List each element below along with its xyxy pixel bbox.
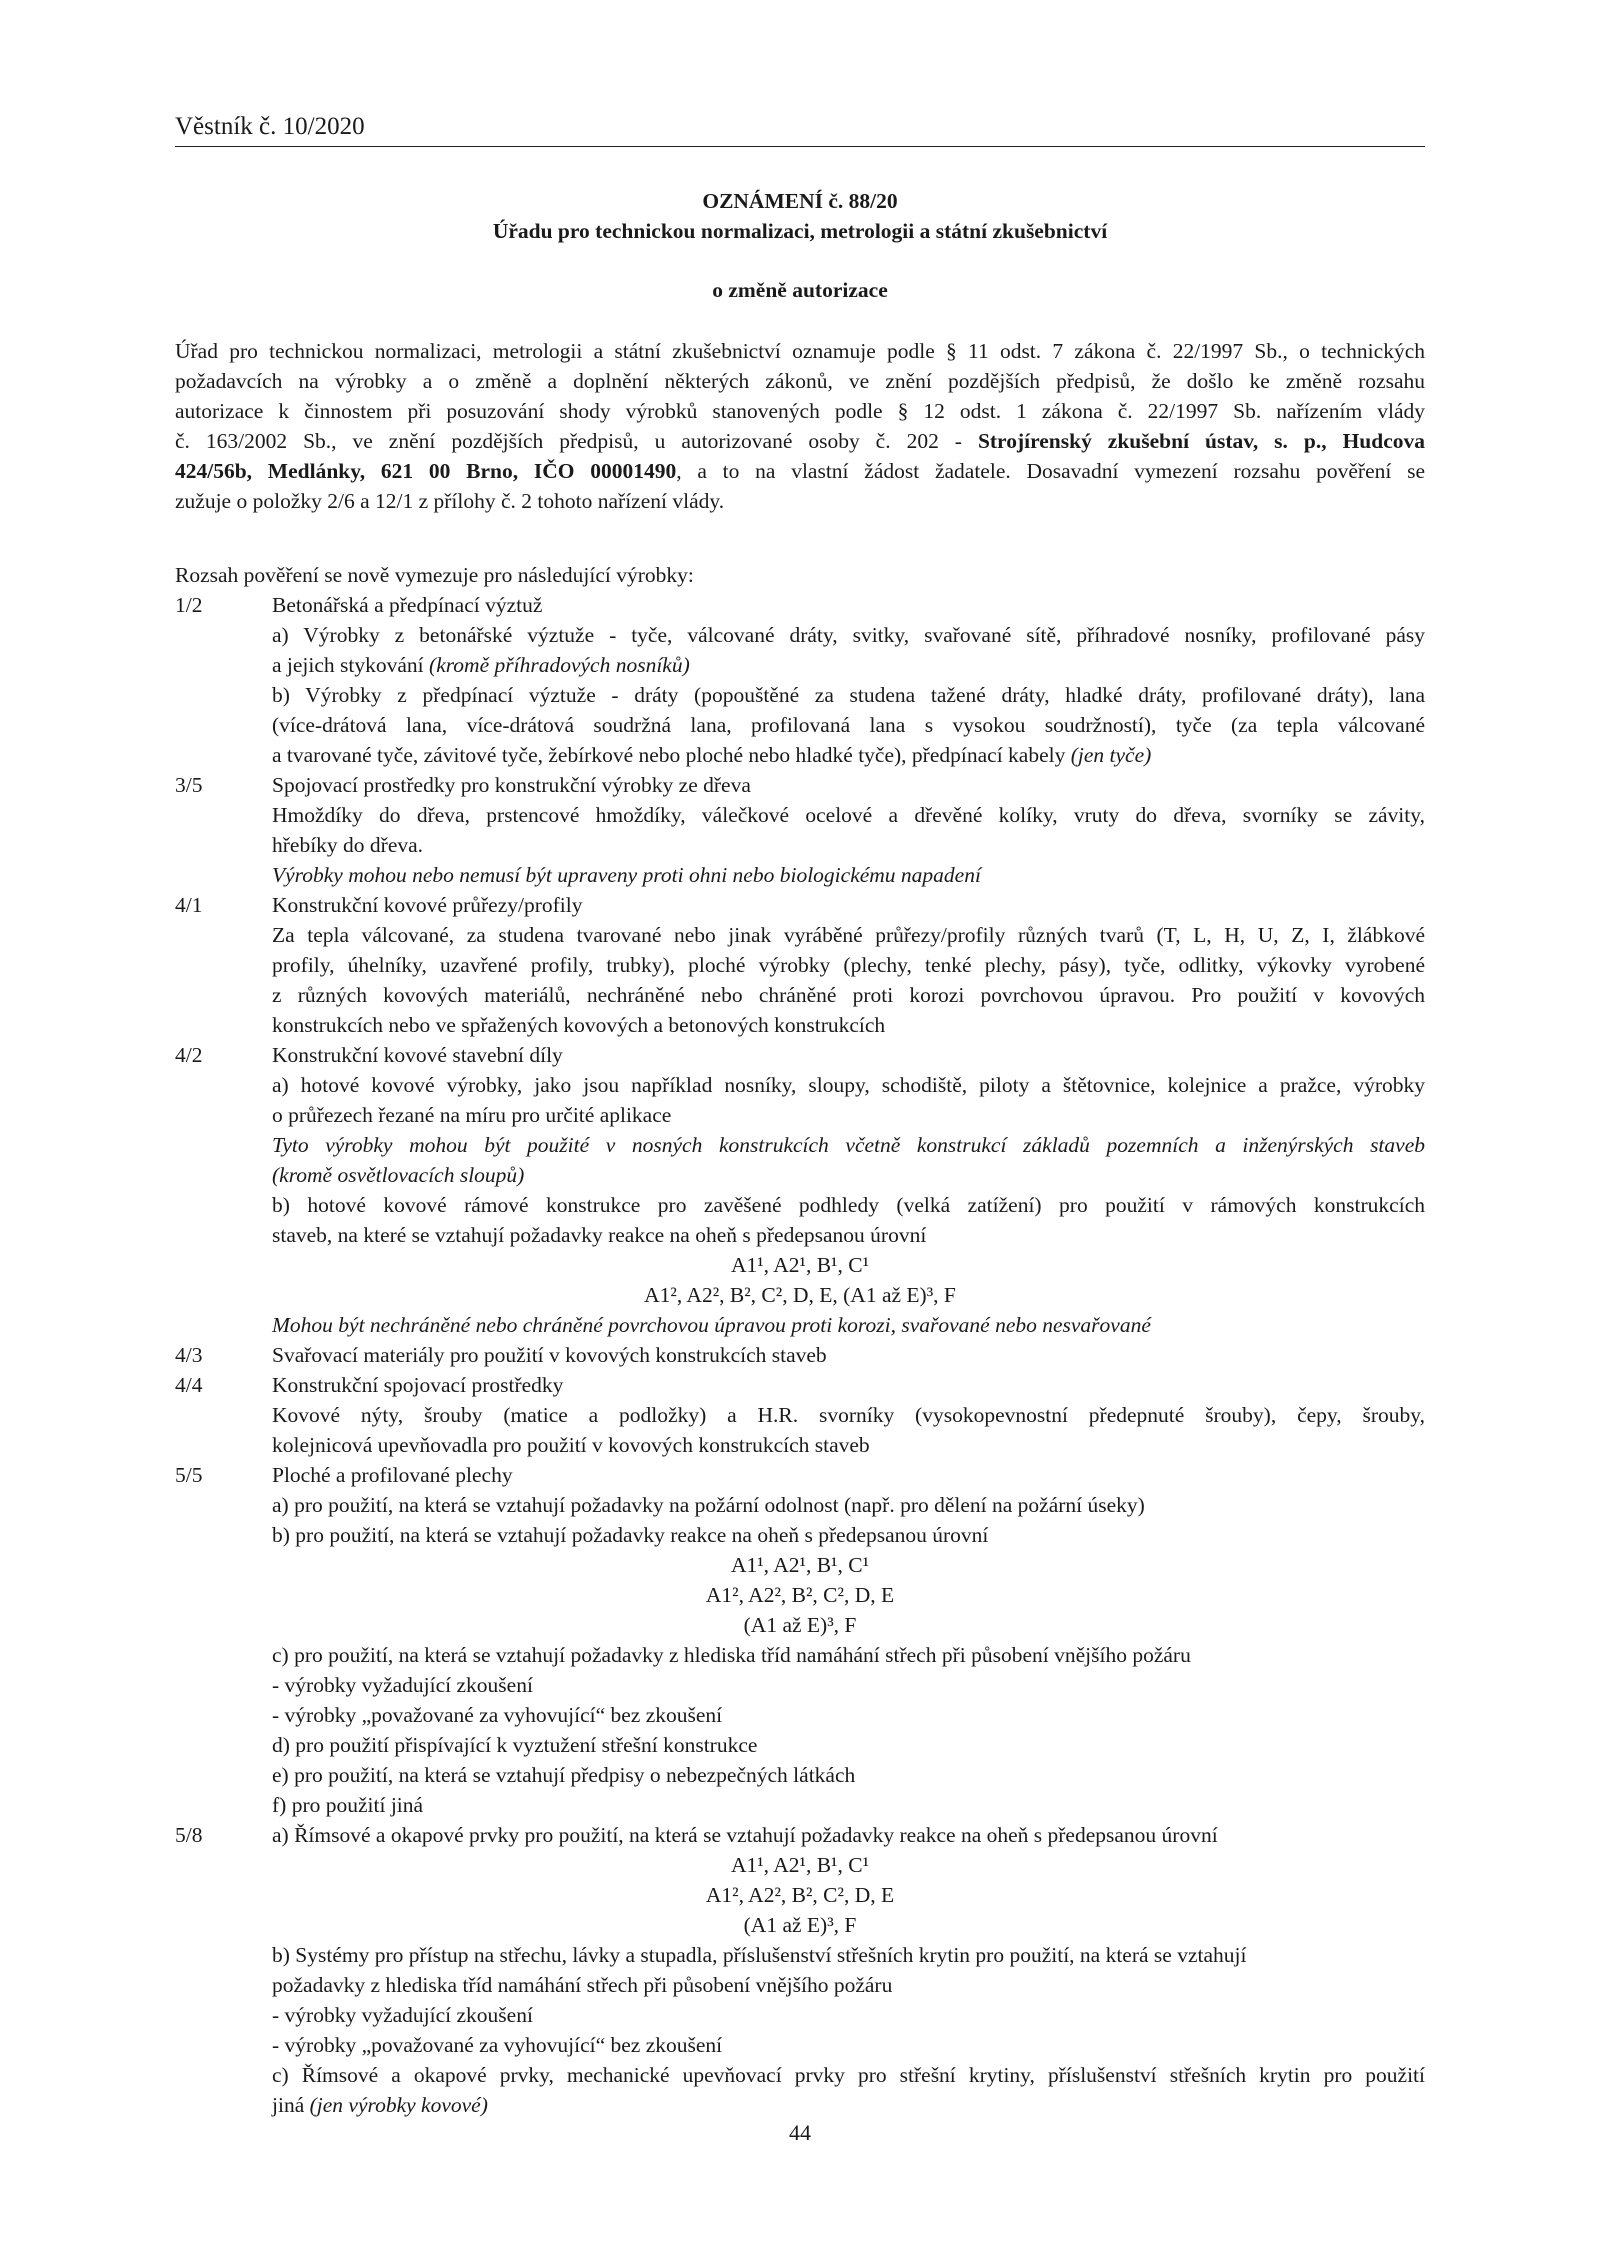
item-note: (kromě příhradových nosníků) [429, 653, 690, 677]
item-line: d) pro použití přispívající k vyztužení střešní konstrukce [272, 1733, 758, 1757]
class-list: A1¹, A2¹, B¹, C¹ [730, 1553, 870, 1577]
page-number: 44 [789, 2120, 811, 2145]
item-number: 4/1 [175, 893, 203, 917]
item-line: profily, úhelníky, uzavřené profily, trubky), ploché výrobky (plechy, tenké plechy, pásy), tyče, odlitky, výkovky vyrobené [272, 953, 1425, 977]
intro-paragraph [175, 336, 1425, 516]
item-line: c) pro použití, na která se vztahují požadavky z hlediska tříd namáhání střech při působení vnějšího požáru [272, 1643, 1191, 1667]
item-line [272, 740, 1151, 770]
item-line: c) Římsové a okapové prvky, mechanické upevňovací prvky pro střešní krytiny, příslušenství střešních krytin pro použití [272, 2063, 1425, 2087]
item-line: a) Římsové a okapové prvky pro použití, na která se vztahují požadavky reakce na oheň s předepsanou úrovní [272, 1823, 1218, 1847]
announcement-issuer: Úřadu pro technickou normalizaci, metrologii a státní zkušebnictví [492, 219, 1108, 243]
item-line: o průřezech řezané na míru pro určité aplikace [272, 1103, 672, 1127]
class-list: A1¹, A2¹, B¹, C¹ [730, 1253, 870, 1277]
running-head: Věstník č. 10/2020 [175, 113, 365, 140]
item-line: a) Výrobky z betonářské výztuže - tyče, válcované dráty, svitky, svařované sítě, příhradové nosníky, profilované pásy [272, 623, 1425, 647]
item-line: e) pro použití, na která se vztahují předpisy o nebezpečných látkách [272, 1763, 856, 1787]
announcement-subject: o změně autorizace [712, 278, 888, 302]
intro-text: , a to na vlastní žádost žadatele. Dosavadní vymezení rozsahu pověření se [676, 459, 1425, 483]
item-line: a) pro použití, na která se vztahují požadavky na požární odolnost (např. pro dělení na požární úseky) [272, 1493, 1145, 1517]
intro-line: požadavcích na výrobky a o změně a doplnění některých zákonů, ve znění pozdějších předpisů, že došlo ke změně rozsahu [175, 369, 1425, 393]
item-dash-line: - výrobky „považované za vyhovující“ bez zkoušení [272, 1703, 723, 1727]
item-number: 4/2 [175, 1043, 203, 1067]
item-number: 3/5 [175, 773, 203, 797]
intro-line [175, 456, 1425, 486]
item-number: 5/8 [175, 1823, 203, 1847]
class-list: A1¹, A2¹, B¹, C¹ [730, 1853, 870, 1877]
item-line: b) hotové kovové rámové konstrukce pro zavěšené podhledy (velká zatížení) pro použití v rámových konstrukcích [272, 1193, 1425, 1217]
item-number: 5/5 [175, 1463, 203, 1487]
item-line [272, 650, 690, 680]
class-list: A1², A2², B², C², D, E [705, 1883, 895, 1907]
item-line [272, 2090, 488, 2120]
class-list: (A1 až E)³, F [743, 1913, 857, 1937]
item-note: (jen výrobky kovové) [309, 2093, 488, 2117]
item-title: Svařovací materiály pro použití v kovových konstrukcích staveb [272, 1343, 827, 1367]
intro-text: č. 163/2002 Sb., ve znění pozdějších předpisů, u autorizované osoby č. 202 - [175, 429, 978, 453]
item-number: 4/3 [175, 1343, 203, 1367]
item-note: (kromě osvětlovacích sloupů) [272, 1163, 525, 1187]
item-line: Hmoždíky do dřeva, prstencové hmoždíky, válečkové ocelové a dřevěné kolíky, vruty do dřeva, svorníky se závity, [272, 803, 1425, 827]
item-note: Mohou být nechráněné nebo chráněné povrchovou úpravou proti korozi, svařované nebo nesvařované [272, 1313, 1151, 1337]
intro-line [175, 426, 1425, 456]
authorized-body-name: Strojírenský zkušební ústav, s. p., Hudcova [977, 429, 1425, 453]
intro-line: autorizace k činnostem při posuzování shody výrobků stanovených podle § 12 odst. 1 zákona č. 22/1997 Sb. nařízením vlády [175, 399, 1425, 423]
item-line: b) pro použití, na která se vztahují požadavky reakce na oheň s předepsanou úrovní [272, 1523, 989, 1547]
item-text: a tvarované tyče, závitové tyče, žebírkové nebo ploché nebo hladké tyče), předpínací kabely [272, 743, 1071, 767]
item-title: Ploché a profilované plechy [272, 1463, 513, 1487]
item-line: Kovové nýty, šrouby (matice a podložky) a H.R. svorníky (vysokopevnostní předepnuté šrouby), čepy, šrouby, [272, 1403, 1425, 1427]
item-dash-line: - výrobky „považované za vyhovující“ bez zkoušení [272, 2033, 723, 2057]
scope-lead: Rozsah pověření se nově vymezuje pro následující výrobky: [175, 563, 694, 587]
item-line: (více-drátová lana, více-drátová soudržná lana, profilovaná lana s vysokou soudržností), tyče (za tepla válcované [272, 713, 1425, 737]
item-title: Spojovací prostředky pro konstrukční výrobky ze dřeva [272, 773, 751, 797]
header-rule [175, 146, 1425, 147]
item-note: Výrobky mohou nebo nemusí být upraveny proti ohni nebo biologickému napadení [272, 863, 981, 887]
item-line: konstrukcích nebo ve spřažených kovových a betonových konstrukcích [272, 1013, 886, 1037]
class-list: A1², A2², B², C², D, E, (A1 až E)³, F [644, 1283, 956, 1307]
item-line: hřebíky do dřeva. [272, 833, 424, 857]
class-list: A1², A2², B², C², D, E [705, 1583, 895, 1607]
item-title: Betonářská a předpínací výztuž [272, 593, 543, 617]
authorized-body-address: 424/56b, Medlánky, 621 00 Brno, IČO 00001490 [175, 459, 677, 483]
item-text: a jejich stykování [272, 653, 430, 677]
item-dash-line: - výrobky vyžadující zkoušení [272, 2003, 533, 2027]
item-line: kolejnicová upevňovadla pro použití v kovových konstrukcích staveb [272, 1433, 870, 1457]
item-number: 4/4 [175, 1373, 203, 1397]
item-note: (jen tyče) [1070, 743, 1152, 767]
item-number: 1/2 [175, 593, 203, 617]
item-line: f) pro použití jiná [272, 1793, 424, 1817]
item-note: Tyto výrobky mohou být použité v nosných konstrukcích včetně konstrukcí základů pozemních a inženýrských staveb [272, 1133, 1425, 1157]
item-title: Konstrukční spojovací prostředky [272, 1373, 564, 1397]
announcement-title: OZNÁMENÍ č. 88/20 [702, 189, 898, 213]
item-line: požadavky z hlediska tříd namáhání střech při působení vnějšího požáru [272, 1973, 893, 1997]
item-line: a) hotové kovové výrobky, jako jsou například nosníky, sloupy, schodiště, piloty a štětovnice, kolejnice a pražce, výrobky [272, 1073, 1425, 1097]
item-title: Konstrukční kovové stavební díly [272, 1043, 563, 1067]
item-title: Konstrukční kovové průřezy/profily [272, 893, 583, 917]
class-list: (A1 až E)³, F [743, 1613, 857, 1637]
item-line: z různých kovových materiálů, nechráněné nebo chráněné proti korozi povrchovou úpravou. Pro použití v kovových [272, 983, 1425, 1007]
item-line: b) Výrobky z předpínací výztuže - dráty (popouštěné za studena tažené dráty, hladké dráty, profilované dráty), lana [272, 683, 1425, 707]
item-line: Za tepla válcované, za studena tvarované nebo jinak vyráběné průřezy/profily různých tvarů (T, L, H, U, Z, I, žlábkové [272, 923, 1425, 947]
item-dash-line: - výrobky vyžadující zkoušení [272, 1673, 533, 1697]
intro-line: zužuje o položky 2/6 a 12/1 z přílohy č. 2 tohoto nařízení vlády. [175, 489, 725, 513]
intro-line: Úřad pro technickou normalizaci, metrologii a státní zkušebnictví oznamuje podle § 11 odst. 7 zákona č. 22/1997 Sb., o technických [175, 339, 1425, 363]
item-line: b) Systémy pro přístup na střechu, lávky a stupadla, příslušenství střešních krytin pro použití, na která se vztahují [272, 1943, 1247, 1967]
item-text: jiná [272, 2093, 310, 2117]
item-line: staveb, na které se vztahují požadavky reakce na oheň s předepsanou úrovní [272, 1223, 927, 1247]
